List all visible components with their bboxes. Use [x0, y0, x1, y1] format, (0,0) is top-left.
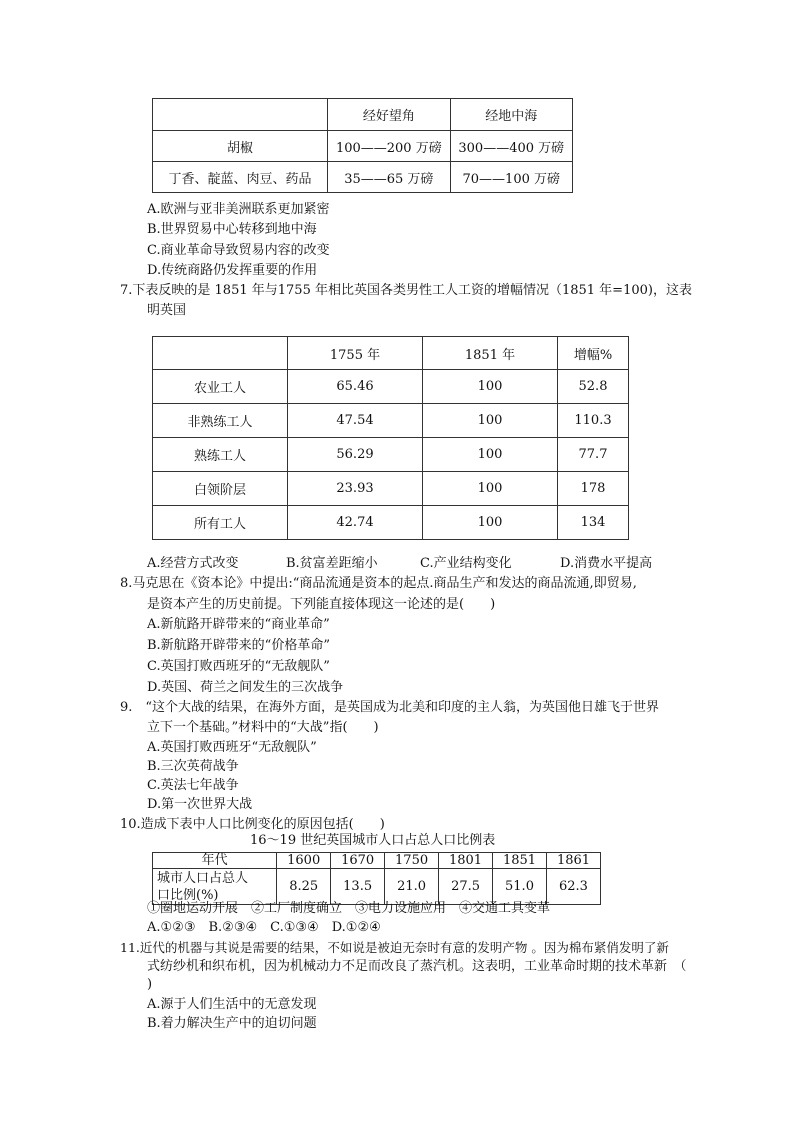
population-table-year: 1670: [331, 853, 385, 869]
population-table-year: 1851: [493, 853, 547, 869]
q11-stem-cont: 式纺纱机和织布机，因为机械动力不足而改良了蒸汽机。这表明，工业革命时期的技术革新 （: [147, 959, 687, 974]
population-table-value: 51.0: [493, 869, 547, 905]
wage-table-cell: 100: [423, 404, 558, 438]
q9-option-d: D.第一次世界大战: [147, 797, 253, 812]
wage-table-cell: 110.3: [558, 404, 629, 438]
population-table-header-label: 年代: [153, 853, 277, 869]
wage-table-cell: 77.7: [558, 438, 629, 472]
q8-stem: 8.马克思在《资本论》中提出:“商品流通是资本的起点.商品生产和发达的商品流通,即贸易,: [120, 576, 637, 591]
row-label-line2: 口比例(%): [157, 887, 219, 903]
q9-option-c: C.英法七年战争: [147, 778, 239, 793]
wage-table-cell: 178: [558, 472, 629, 506]
wage-table-cell: 47.54: [288, 404, 423, 438]
wage-table-cell: 白领阶层: [153, 472, 288, 506]
q6-option-c: C.商业革命导致贸易内容的改变: [147, 243, 330, 258]
wage-table-cell: 134: [558, 506, 629, 540]
population-table-value: 21.0: [385, 869, 439, 905]
trade-table-corner: [153, 99, 328, 131]
wage-table-cell: 非熟练工人: [153, 404, 288, 438]
q7-stem-cont: 明英国: [147, 303, 187, 318]
wage-table-header: 1851 年: [423, 337, 558, 370]
population-table-value: 27.5: [439, 869, 493, 905]
population-table: [152, 852, 601, 905]
q9-option-b: B.三次英荷战争: [147, 759, 239, 774]
trade-table-cell: 胡椒: [153, 131, 328, 162]
q6-option-a: A.欧洲与亚非美洲联系更加紧密: [147, 202, 330, 217]
wage-table-cell: 52.8: [558, 370, 629, 404]
population-table-year: 1600: [277, 853, 331, 869]
q8-option-b: B.新航路开辟带来的“价格革命”: [147, 638, 330, 653]
q10-stem: 10.造成下表中人口比例变化的原因包括( ): [120, 817, 385, 832]
population-table-value: 62.3: [546, 869, 600, 905]
q8-option-d: D.英国、荷兰之间发生的三次战争: [147, 680, 344, 695]
trade-table-cell: 100——200 万磅: [328, 131, 450, 162]
q9-stem: 9. “这个大战的结果，在海外方面，是英国成为北美和印度的主人翁，为英国他日雄飞于世界: [120, 700, 660, 715]
q10-options: A.①②③ B.②③④ C.①③④ D.①②④: [147, 920, 381, 935]
wage-table-header: 1755 年: [288, 337, 423, 370]
wage-table-cell: 农业工人: [153, 370, 288, 404]
q11-stem-cont2: ): [147, 977, 153, 992]
trade-table-header: 经地中海: [450, 99, 572, 131]
q7-option-d: D.消费水平提高: [560, 556, 653, 571]
wage-table-cell: 56.29: [288, 438, 423, 472]
population-table-year: 1861: [546, 853, 600, 869]
q8-option-a: A.新航路开辟带来的“商业革命”: [147, 617, 330, 632]
q7-option-c: C.产业结构变化: [420, 556, 512, 571]
population-table-title: 16～19 世纪英国城市人口占总人口比例表: [250, 833, 496, 848]
trade-table: [152, 98, 573, 193]
q8-option-c: C.英国打败西班牙的“无敌舰队”: [147, 659, 330, 674]
q10-factors: ①圈地运动开展 ②工厂制度确立 ③电力设施应用 ④交通工具变革: [147, 901, 551, 916]
population-table-value: 13.5: [331, 869, 385, 905]
row-label-line1: 城市人口占总人: [157, 870, 249, 886]
q11-option-a: A.源于人们生活中的无意发现: [147, 997, 317, 1012]
trade-table-cell: 300——400 万磅: [450, 131, 572, 162]
q6-option-d: D.传统商路仍发挥重要的作用: [147, 263, 318, 278]
q11-option-b: B.着力解决生产中的迫切问题: [147, 1016, 317, 1031]
population-table-year: 1750: [385, 853, 439, 869]
wage-table-cell: 熟练工人: [153, 438, 288, 472]
trade-table-cell: 35——65 万磅: [328, 162, 450, 193]
wage-table-corner: [153, 337, 288, 370]
population-table-year: 1801: [439, 853, 493, 869]
wage-table-cell: 100: [423, 438, 558, 472]
population-table-value: 8.25: [277, 869, 331, 905]
wage-table-cell: 100: [423, 472, 558, 506]
wage-table-cell: 23.93: [288, 472, 423, 506]
trade-table-cell: 丁香、靛蓝、肉豆、药品: [153, 162, 328, 193]
wage-table-cell: 65.46: [288, 370, 423, 404]
trade-table-cell: 70——100 万磅: [450, 162, 572, 193]
wage-table: [152, 336, 629, 540]
q6-option-b: B.世界贸易中心转移到地中海: [147, 222, 317, 237]
q9-stem-cont: 立下一个基础。”材料中的“大战”指( ): [147, 720, 379, 735]
q7-stem: 7.下表反映的是 1851 年与1755 年相比英国各类男性工人工资的增幅情况（1851 年=100)，这表: [120, 283, 692, 298]
wage-table-cell: 所有工人: [153, 506, 288, 540]
wage-table-cell: 100: [423, 370, 558, 404]
q11-stem: 11.近代的机器与其说是需要的结果，不如说是被迫无奈时有意的发明产物 。因为棉布紧俏发明了新: [120, 940, 669, 955]
q8-stem-cont: 是资本产生的历史前提。下列能直接体现这一论述的是( ): [147, 597, 496, 612]
q7-option-a: A.经营方式改变: [147, 556, 239, 571]
wage-table-header: 增幅%: [558, 337, 629, 370]
wage-table-cell: 100: [423, 506, 558, 540]
q7-option-b: B.贫富差距缩小: [286, 556, 378, 571]
wage-table-cell: 42.74: [288, 506, 423, 540]
q9-option-a: A.英国打败西班牙“无敌舰队”: [147, 740, 317, 755]
trade-table-header: 经好望角: [328, 99, 450, 131]
